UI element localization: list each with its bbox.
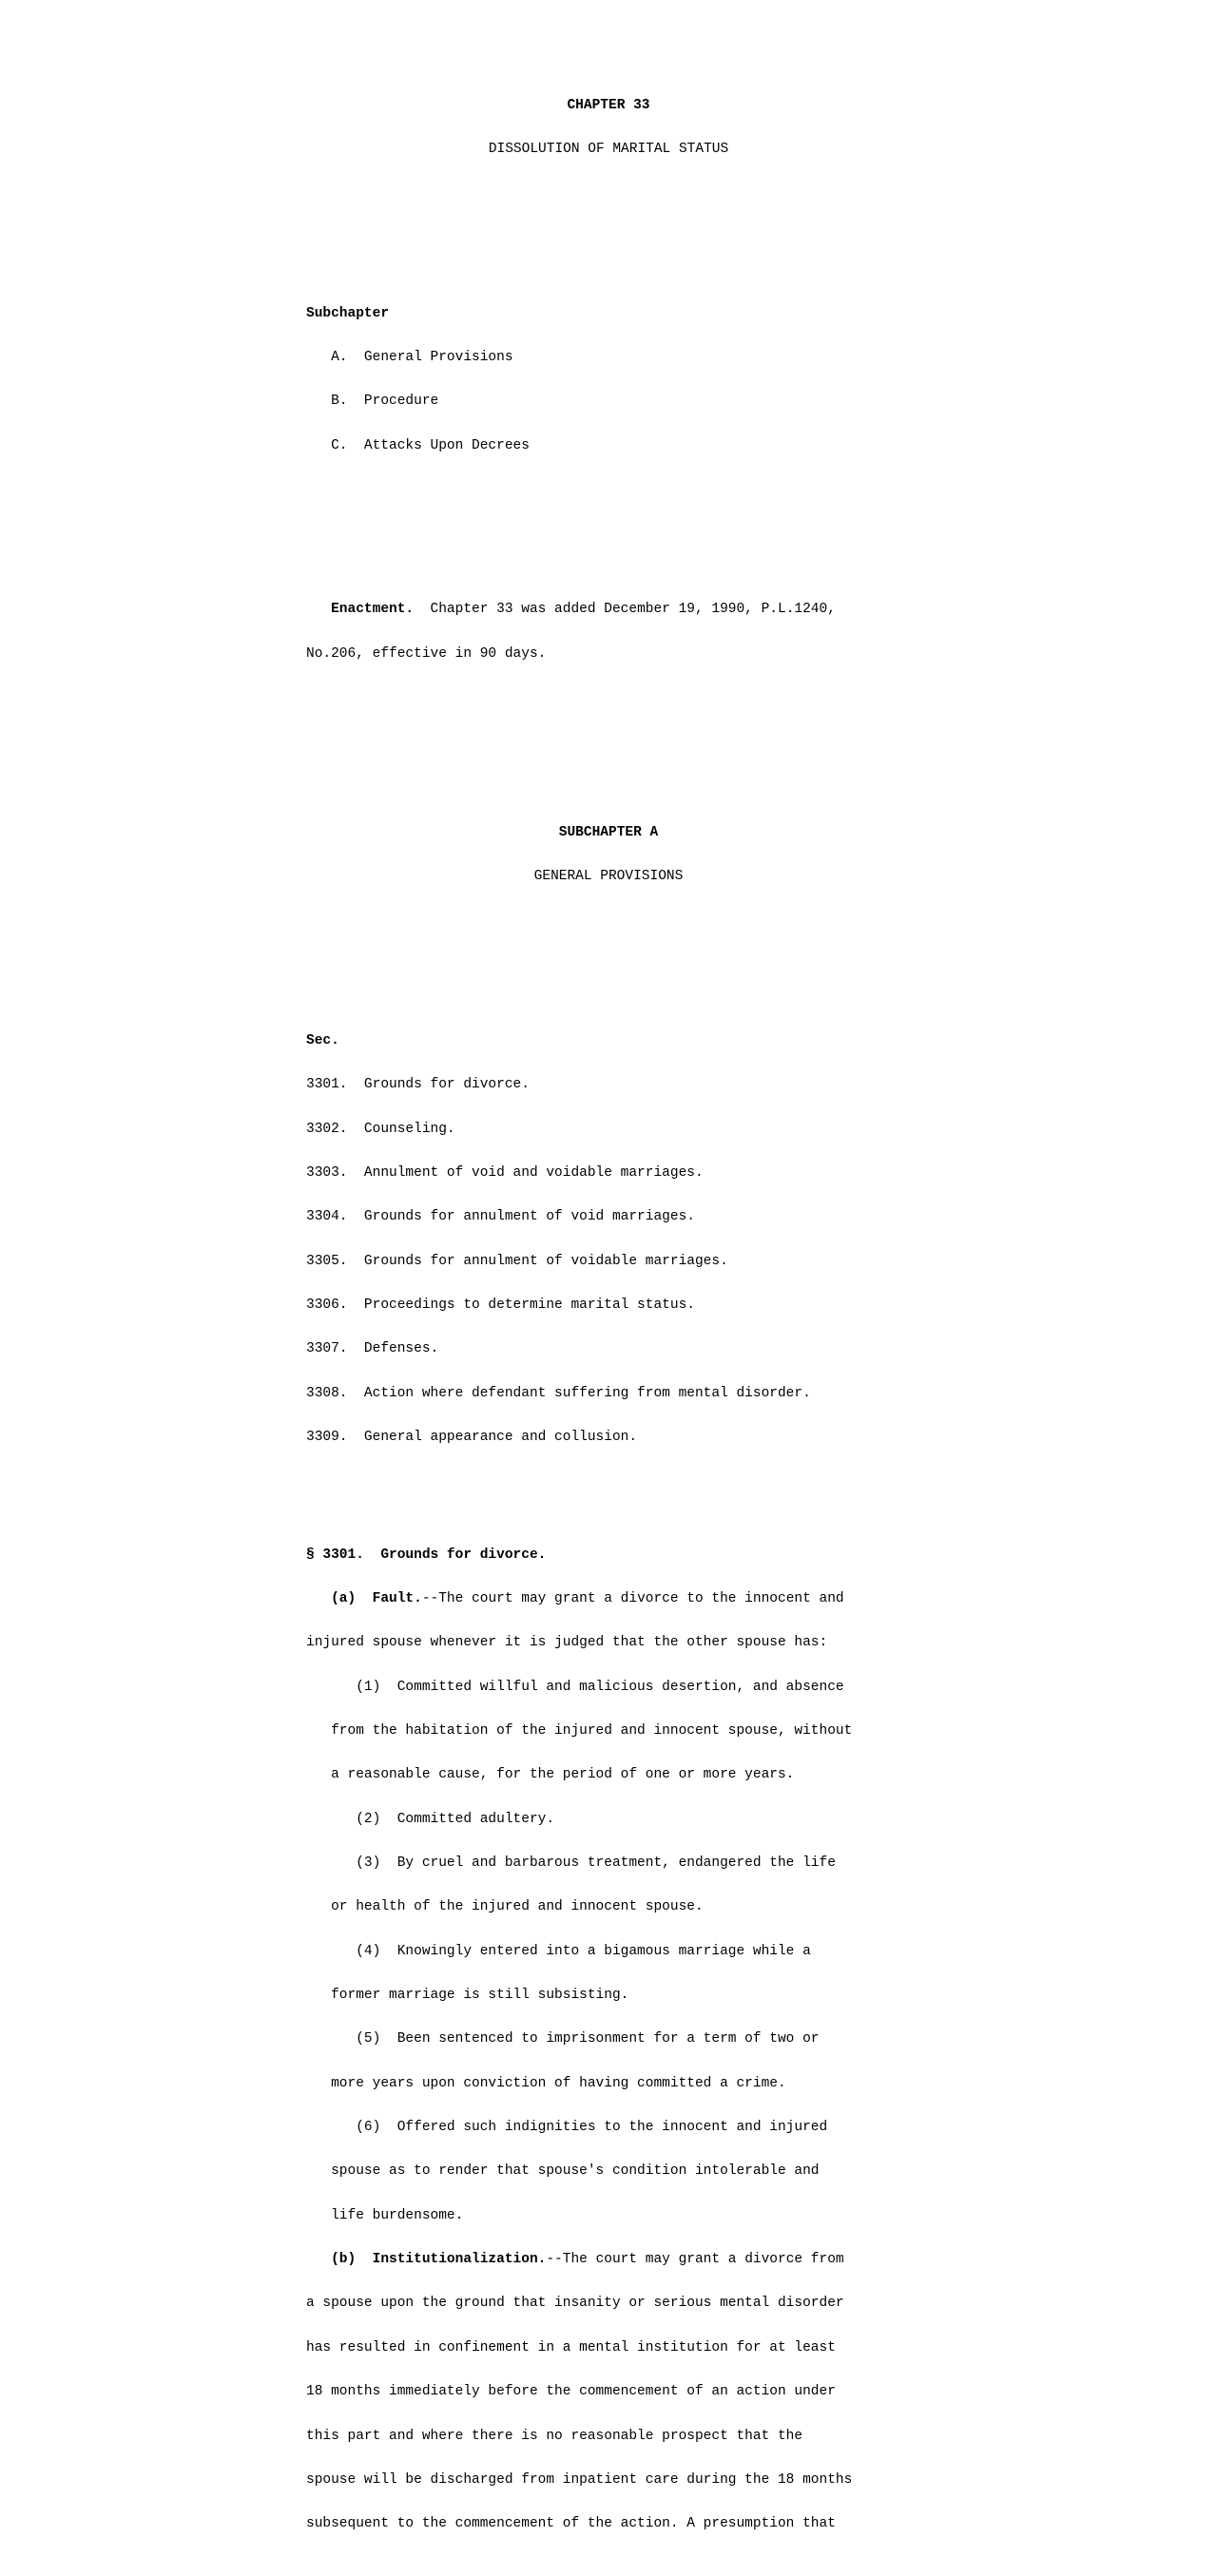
section-index-item: 3302. Counseling. <box>306 1121 455 1137</box>
subchapter-list-item: A. General Provisions <box>306 350 513 366</box>
enactment-note <box>306 573 972 691</box>
paragraph-line: 18 months immediately before the commencement of an action under <box>306 2384 836 2400</box>
paragraph-line: a reasonable cause, for the period of one or more years. <box>306 1767 795 1783</box>
spacer <box>306 721 972 753</box>
paragraph-line: subsequent to the commencement of the action. A presumption that <box>306 2516 836 2532</box>
subsection-a-text: --The court may grant a divorce to the innocent and <box>421 1590 844 1606</box>
spacer <box>306 216 972 233</box>
enactment-label: Enactment. <box>331 602 415 618</box>
subsection-b-label: (b) Institutionalization. <box>331 2252 547 2268</box>
paragraph-line: (5) Been sentenced to imprisonment for a term of two or <box>306 2031 820 2047</box>
subchapter-list-item: B. Procedure <box>306 394 439 410</box>
paragraph-line: spouse will be discharged from inpatient care during the 18 months <box>306 2471 853 2488</box>
section-index-item: 3303. Annulment of void and voidable marriages. <box>306 1164 704 1181</box>
paragraph-line: more years upon conviction of having committed a crime. <box>306 2075 786 2091</box>
subsection-a-text-continued: injured spouse whenever it is judged that the other spouse has: <box>306 1635 828 1651</box>
paragraph-line: spouse as to render that spouse's condition intolerable and <box>306 2163 820 2180</box>
paragraph-line: (3) By cruel and barbarous treatment, endangered the life <box>306 1855 836 1872</box>
subsection-a-label: (a) Fault. <box>331 1590 422 1606</box>
paragraph-line: a spouse upon the ground that insanity or serious mental disorder <box>306 2296 844 2312</box>
subchapter-list <box>306 278 972 483</box>
paragraph-line: (4) Knowingly entered into a bigamous marriage while a <box>306 1943 811 1959</box>
section-index-item: 3307. Defenses. <box>306 1341 439 1357</box>
paragraph-line: former marriage is still subsisting. <box>306 1988 629 2004</box>
section-index-item: 3309. General appearance and collusion. <box>306 1430 638 1446</box>
paragraph-line: has resulted in confinement in a mental institution for at least <box>306 2339 836 2355</box>
chapter-title: DISSOLUTION OF MARITAL STATUS <box>488 142 729 158</box>
section-index-item: 3301. Grounds for divorce. <box>306 1077 530 1093</box>
paragraph-line: life burdensome. <box>306 2207 464 2223</box>
section-index-item: 3305. Grounds for annulment of voidable marriages. <box>306 1253 728 1269</box>
subchapter-a-heading: SUBCHAPTER A <box>558 825 659 841</box>
paragraph-line: this part and where there is no reasonable prospect that the <box>306 2428 803 2444</box>
section-3301 <box>306 1519 972 2562</box>
paragraph-line: from the habitation of the injured and innocent spouse, without <box>306 1723 853 1740</box>
chapter-header <box>306 69 911 187</box>
paragraph-line: (2) Committed adultery. <box>306 1811 555 1827</box>
subchapter-a-title: GENERAL PROVISIONS <box>533 869 684 885</box>
paragraph-line: or health of the injured and innocent spouse. <box>306 1899 704 1915</box>
statute-document <box>306 40 972 2576</box>
section-index <box>306 1005 972 1474</box>
paragraph-line: (1) Committed willful and malicious desertion, and absence <box>306 1679 844 1695</box>
spacer <box>306 512 972 529</box>
section-index-item: 3304. Grounds for annulment of void marriages. <box>306 1209 695 1225</box>
enactment-text: Chapter 33 was added December 19, 1990, P.L.1240, <box>414 602 836 618</box>
chapter-heading: CHAPTER 33 <box>567 97 650 113</box>
enactment-text-continued: No.206, effective in 90 days. <box>306 645 547 662</box>
section-3301-heading: § 3301. Grounds for divorce. <box>306 1547 547 1563</box>
spacer <box>306 944 972 961</box>
subchapter-a-header <box>306 797 911 914</box>
section-index-item: 3306. Proceedings to determine marital status. <box>306 1298 695 1313</box>
subchapter-list-item: C. Attacks Upon Decrees <box>306 437 530 453</box>
section-index-heading: Sec. <box>306 1032 339 1048</box>
section-index-item: 3308. Action where defendant suffering from mental disorder. <box>306 1385 811 1401</box>
subchapter-list-heading: Subchapter <box>306 305 390 321</box>
paragraph-line: (6) Offered such indignities to the innocent and injured <box>306 2120 828 2136</box>
subsection-b-text: --The court may grant a divorce from <box>546 2252 844 2268</box>
